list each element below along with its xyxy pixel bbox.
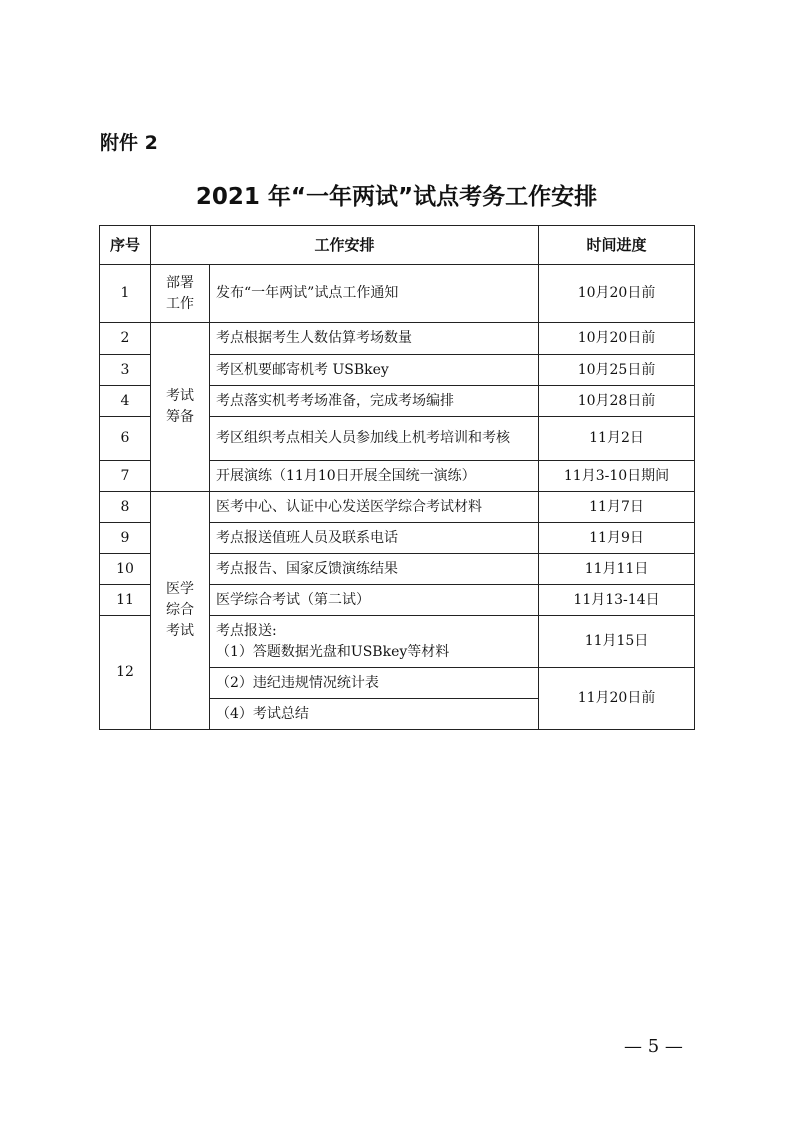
category-deploy: 部署工作 [151,265,210,323]
table-row [100,492,695,523]
row-task: 考区组织考点相关人员参加线上机考培训和考核 [210,417,539,461]
row-time: 11月7日 [539,492,695,523]
table-row [100,265,695,323]
category-exam: 医学综合考试 [151,492,210,730]
row-task-line: （1）答题数据光盘和USBkey等材料 [216,643,450,660]
row-time: 11月9日 [539,523,695,554]
row-time: 11月13-14日 [539,585,695,616]
row-time: 11月11日 [539,554,695,585]
page-number: — 5 — [624,1036,683,1057]
row-seq: 3 [100,355,151,386]
row-seq: 4 [100,386,151,417]
table-row [100,323,695,355]
attachment-label: 附件 2 [100,132,158,154]
row-seq: 12 [100,616,151,730]
row-time: 10月20日前 [539,323,695,355]
row-task: （4）考试总结 [210,699,539,730]
row-seq: 8 [100,492,151,523]
row-time: 10月20日前 [539,265,695,323]
row-task: 开展演练（11月10日开展全国统一演练） [210,461,539,492]
row-time: 10月28日前 [539,386,695,417]
row-time: 11月20日前 [539,668,695,730]
category-prepare: 考试筹备 [151,323,210,492]
row-time: 11月2日 [539,417,695,461]
row-seq: 9 [100,523,151,554]
header-progress: 时间进度 [539,226,695,265]
row-task: 医学综合考试（第二试） [210,585,539,616]
row-task: 医考中心、认证中心发送医学综合考试材料 [210,492,539,523]
row-seq: 10 [100,554,151,585]
row-task [210,616,539,668]
row-task: 考区机要邮寄机考 USBkey [210,355,539,386]
row-task: 考点报告、国家反馈演练结果 [210,554,539,585]
row-task-line: 考点报送: [216,622,277,639]
row-seq: 1 [100,265,151,323]
row-task: 考点根据考生人数估算考场数量 [210,323,539,355]
row-seq: 7 [100,461,151,492]
row-time: 11月15日 [539,616,695,668]
row-seq: 2 [100,323,151,355]
row-task: （2）违纪违规情况统计表 [210,668,539,699]
header-work: 工作安排 [151,226,539,265]
header-row [100,226,695,265]
row-task: 考点报送值班人员及联系电话 [210,523,539,554]
row-task: 发布“一年两试”试点工作通知 [210,265,539,323]
row-task: 考点落实机考考场准备，完成考场编排 [210,386,539,417]
header-seq: 序号 [100,226,151,265]
row-seq: 11 [100,585,151,616]
document-title: 2021 年“一年两试”试点考务工作安排 [195,184,598,210]
schedule-table [99,225,695,730]
row-time: 11月3-10日期间 [539,461,695,492]
row-time: 10月25日前 [539,355,695,386]
row-seq: 6 [100,417,151,461]
